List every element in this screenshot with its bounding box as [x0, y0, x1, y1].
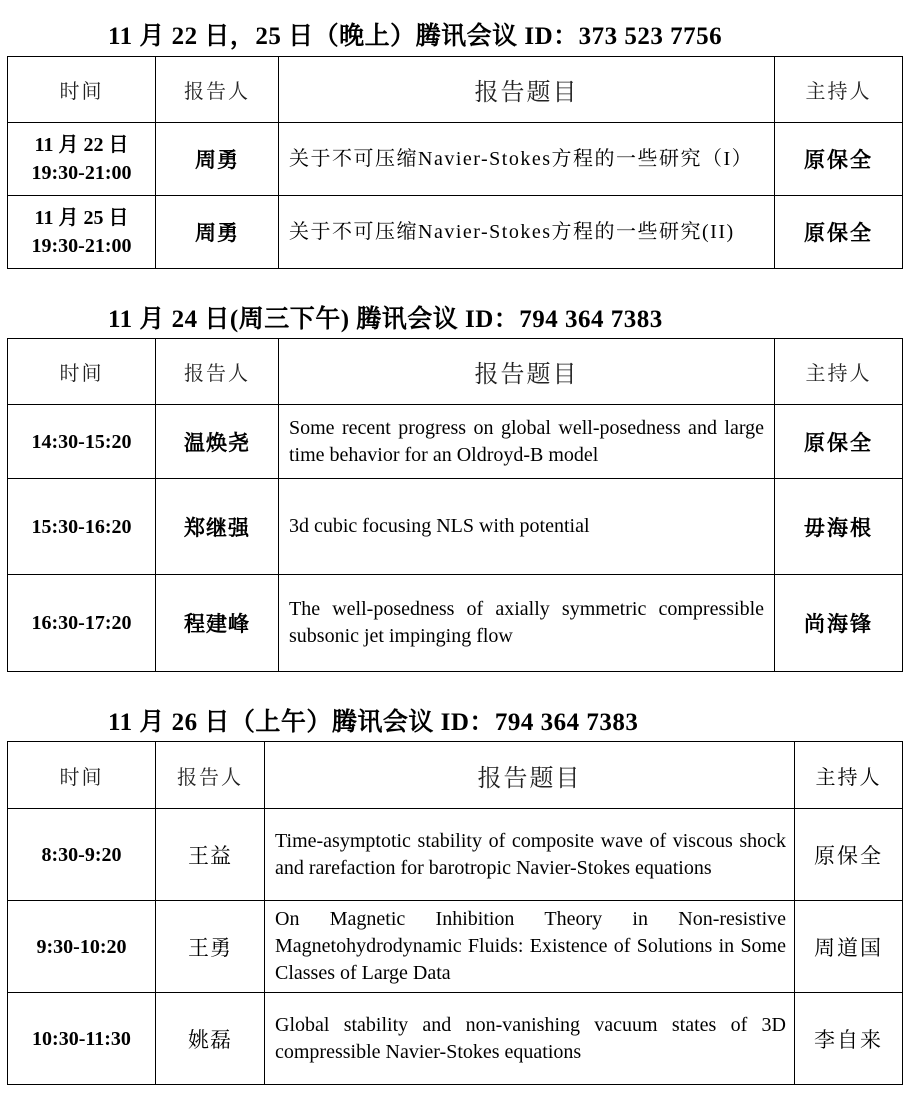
- table-header-row: [8, 339, 903, 405]
- header-host: 主持人: [775, 339, 903, 405]
- cell-speaker: 周勇: [156, 196, 279, 269]
- cell-time: 14:30-15:20: [8, 405, 156, 479]
- header-topic: 报告题目: [279, 339, 775, 405]
- cell-speaker: 周勇: [156, 123, 279, 196]
- table-row: [8, 479, 903, 575]
- header-topic: 报告题目: [279, 57, 775, 123]
- cell-time: 16:30-17:20: [8, 575, 156, 672]
- schedule-table-2: [7, 338, 903, 672]
- schedule-table-3: [7, 741, 903, 1085]
- table-row: [8, 196, 903, 269]
- cell-host: 原保全: [775, 405, 903, 479]
- cell-speaker: 温焕尧: [156, 405, 279, 479]
- cell-speaker: 王益: [156, 809, 265, 901]
- cell-topic: 关于不可压缩Navier-Stokes方程的一些研究(II): [279, 196, 775, 269]
- table-header-row: [8, 742, 903, 809]
- section-title-1: 11 月 22 日，25 日（晚上）腾讯会议 ID：373 523 7756: [108, 23, 723, 50]
- cell-topic: 3d cubic focusing NLS with potential: [279, 479, 775, 575]
- time-date: 11 月 22 日: [34, 134, 129, 156]
- cell-speaker: 王勇: [156, 901, 265, 993]
- cell-speaker: 程建峰: [156, 575, 279, 672]
- header-time: 时间: [8, 339, 156, 405]
- header-host: 主持人: [775, 57, 903, 123]
- cell-topic: Some recent progress on global well-posedness and large time behavior for an Oldroyd-B model: [279, 405, 775, 479]
- cell-topic: 关于不可压缩Navier-Stokes方程的一些研究（I）: [279, 123, 775, 196]
- header-speaker: 报告人: [156, 339, 279, 405]
- schedule-table-1: [7, 56, 903, 269]
- cell-time: [8, 196, 156, 269]
- cell-host: 李自来: [795, 993, 903, 1085]
- cell-topic: The well-posedness of axially symmetric compressible subsonic jet impinging flow: [279, 575, 775, 672]
- header-time: 时间: [8, 57, 156, 123]
- cell-host: 原保全: [775, 123, 903, 196]
- time-date: 11 月 25 日: [34, 207, 129, 229]
- cell-host: 尚海锋: [775, 575, 903, 672]
- header-topic: 报告题目: [265, 742, 795, 809]
- section-title-3: 11 月 26 日（上午）腾讯会议 ID：794 364 7383: [108, 709, 639, 736]
- table-row: [8, 901, 903, 993]
- table-row: [8, 575, 903, 672]
- cell-host: 毋海根: [775, 479, 903, 575]
- cell-host: 原保全: [775, 196, 903, 269]
- header-speaker: 报告人: [156, 742, 265, 809]
- cell-topic: On Magnetic Inhibition Theory in Non-resistive Magnetohydrodynamic Fluids: Existence of Solutions in Some Classes of Large Data: [265, 901, 795, 993]
- table-row: [8, 809, 903, 901]
- cell-time: [8, 123, 156, 196]
- table-row: [8, 123, 903, 196]
- table-row: [8, 993, 903, 1085]
- time-range: 19:30-21:00: [31, 235, 132, 257]
- time-range: 19:30-21:00: [31, 162, 132, 184]
- table-row: [8, 405, 903, 479]
- cell-speaker: 郑继强: [156, 479, 279, 575]
- cell-time: 8:30-9:20: [8, 809, 156, 901]
- cell-time: 9:30-10:20: [8, 901, 156, 993]
- cell-speaker: 姚磊: [156, 993, 265, 1085]
- section-title-2: 11 月 24 日(周三下午) 腾讯会议 ID：794 364 7383: [108, 306, 663, 333]
- cell-host: 原保全: [795, 809, 903, 901]
- cell-topic: Global stability and non-vanishing vacuum states of 3D compressible Navier-Stokes equations: [265, 993, 795, 1085]
- cell-time: 15:30-16:20: [8, 479, 156, 575]
- cell-host: 周道国: [795, 901, 903, 993]
- cell-topic: Time-asymptotic stability of composite wave of viscous shock and rarefaction for barotropic Navier-Stokes equations: [265, 809, 795, 901]
- header-speaker: 报告人: [156, 57, 279, 123]
- header-host: 主持人: [795, 742, 903, 809]
- cell-time: 10:30-11:30: [8, 993, 156, 1085]
- table-header-row: [8, 57, 903, 123]
- header-time: 时间: [8, 742, 156, 809]
